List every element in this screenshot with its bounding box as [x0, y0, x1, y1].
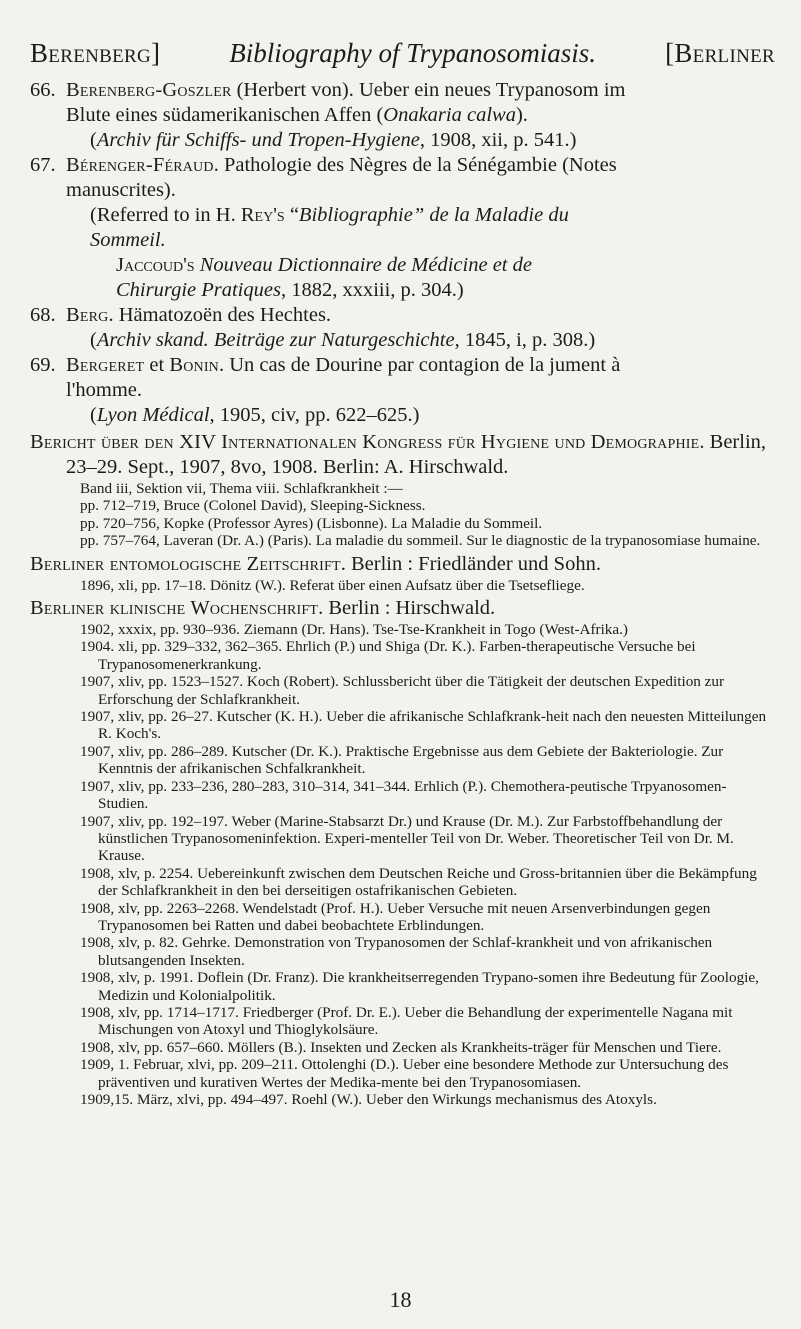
- list-item: 1902, xxxix, pp. 930–936. Ziemann (Dr. Hans). Tse-Tse-Krankheit in Togo (West-Afrika.): [80, 621, 628, 639]
- ref-open: (: [90, 129, 97, 151]
- running-head-left: Berenberg]: [30, 38, 161, 68]
- ref-details: , 1905, civ, pp. 622–625.): [209, 404, 420, 426]
- entry-title-cont: Blute eines südamerikanischen Affen (: [66, 104, 384, 126]
- entry-title: . Hämatozoën des Hechtes.: [108, 304, 332, 326]
- entry-author: Bérenger-Féraud: [66, 154, 214, 176]
- list-item: 1908, xlv, p. 2254. Uebereinkunft zwischen dem Deutschen Reiche und Gross-britannien über die Bekämpfung der Schlafkrankheit in den bei derseitigen ostafrikanischen Gebieten.: [80, 864, 757, 900]
- heading-title: Bericht über den XIV Internationalen Kongress für Hygiene und: [30, 431, 586, 453]
- heading-publication: . Berlin : Friedländer und Sohn.: [340, 552, 601, 575]
- journal-title: Archiv für Schiffs- und Tropen-Hygiene: [96, 129, 420, 151]
- ref-quote: “: [284, 204, 299, 226]
- klinische-list: [66, 621, 775, 1108]
- list-item: 1907, xliv, pp. 286–289. Kutscher (Dr. K.). Praktische Ergebnisse aus dem Gebiete der Bakteriologie. Zur Kenntnis der afrikanischen Schfalkrankheit.: [80, 742, 724, 778]
- entry-68: [30, 303, 775, 353]
- entry-title: . Pathologie des Nègres de la Sénégambie (Notes: [213, 154, 617, 176]
- entry-number: 68.: [30, 304, 56, 326]
- entry-number: 67.: [30, 154, 56, 176]
- entry-title-cont: manuscrites).: [66, 179, 176, 201]
- entry-reference: [66, 203, 775, 303]
- entry-title: (Herbert von). Ueber ein neues Trypanosom im: [231, 79, 626, 101]
- running-head-title: Bibliography of Trypanosomiasis.: [229, 38, 597, 68]
- entry-author: Bergeret: [66, 354, 145, 376]
- ref-title-cont: ” de la Maladie du: [412, 204, 569, 226]
- list-item: 1907, xliv, pp. 26–27. Kutscher (K. H.). Ueber die afrikanische Schlafkrank-heit nach den neuesten Mitteilungen R. Koch's.: [80, 708, 767, 743]
- list-item: 1907, xliv, pp. 192–197. Weber (Marine-Stabsarzt Dr.) und Krause (Dr. M.). Zur Farbstoffbehandlung der künstlichen Trypanosomeninfektion. Experi-menteller Teil von Dr. Weber. Theoretischer Teil von Dr. M. Krause.: [80, 812, 734, 865]
- running-head-right: [Berliner: [665, 38, 775, 68]
- heading-title: Berliner klinische Wochenschrift: [30, 597, 319, 620]
- list-item: 1908, xlv, pp. 2263–2268. Wendelstadt (Prof. H.). Ueber Versuche mit neuen Arsenverbindungen gegen Trypanosomen bei Ratten und dabei beobachtete Erblindungen.: [80, 899, 711, 934]
- ref-details: , 1882, xxxiii, p. 304.): [280, 279, 464, 301]
- ref-author: Jaccoud's: [116, 254, 195, 276]
- list-item: 1909, 1. Februar, xlvi, pp. 209–211. Ottolenghi (D.). Ueber eine besondere Methode zur Untersuchung des präventiven und kurativen Wertes der Medika-mente bei den Trypanosomiasen.: [80, 1056, 729, 1091]
- list-item: 1907, xliv, pp. 233–236, 280–283, 310–314, 341–344. Erhlich (P.). Chemothera-peutische Trpyanosomen-Studien.: [80, 777, 727, 813]
- entry-67: [30, 153, 775, 303]
- entry-reference: [66, 403, 775, 428]
- journal-title: Archiv skand. Beiträge zur Naturgeschichte: [96, 329, 455, 351]
- ref-author: Rey's: [240, 204, 285, 226]
- entry-reference: [66, 328, 775, 353]
- ref-title: Bibliographie: [298, 204, 413, 226]
- list-item: 1908, xlv, p. 1991. Doflein (Dr. Franz). Die krankheitserregenden Trypano-somen ihre Bedeutung für Zoologie, Medizin und Kolonialpolitik.: [80, 969, 759, 1004]
- ref-title-end: Sommeil.: [90, 229, 166, 251]
- list-item: pp. 757–764, Laveran (Dr. A.) (Paris). La maladie du sommeil. Sur le diagnostic de la trypanosomiase humaine.: [80, 532, 761, 550]
- entry-number: 66.: [30, 79, 56, 101]
- ref-open: (: [90, 404, 97, 426]
- journal-title: Lyon Médical: [96, 404, 210, 426]
- species-name: Onakaria calwa: [383, 104, 516, 126]
- entry-title: . Un cas de Dourine par contagion de la jument à: [219, 354, 621, 376]
- ref-details: , 1845, i, p. 308.): [454, 329, 596, 351]
- entry-conj: et: [144, 354, 170, 376]
- ref-text: (Referred to in H.: [90, 204, 241, 226]
- heading-bericht: [30, 430, 775, 480]
- heading-entomologische: [30, 552, 775, 577]
- list-item: 1908, xlv, pp. 1714–1717. Friedberger (Prof. Dr. E.). Ueber die Behandlung der experimentelle Nagana mit Mischungen von Atoxyl und Thioglykolsäure.: [80, 1003, 733, 1039]
- entry-number: 69.: [30, 354, 56, 376]
- ref-details: , 1908, xii, p. 541.): [419, 129, 577, 151]
- heading-publication: . Berlin, 23–29. Sept., 1907, 8vo, 1908. Berlin: A. Hirschwald.: [66, 431, 767, 478]
- heading-publication: . Berlin : Hirschwald.: [318, 597, 496, 620]
- list-item: Band iii, Sektion vii, Thema viii. Schlafkrankheit :—: [80, 480, 403, 497]
- entry-reference: [66, 128, 775, 153]
- list-item: 1896, xli, pp. 17–18. Dönitz (W.). Referat über einen Aufsatz über die Tsetsefliege.: [80, 576, 585, 594]
- entry-66: [30, 78, 775, 153]
- list-item: 1908, xlv, pp. 657–660. Möllers (B.). Insekten und Zecken als Krankheits-träger für Menschen und Tiere.: [80, 1038, 722, 1056]
- list-item: 1908, xlv, p. 82. Gehrke. Demonstration von Trypanosomen der Schlaf-krankheit und von afrikanischen blutsangenden Insekten.: [80, 934, 713, 969]
- heading-title: Berliner entomologische Zeitschrift: [30, 552, 341, 575]
- list-item: 1907, xliv, pp. 1523–1527. Koch (Robert). Schlussbericht über die Tätigkeit der deutschen Expedition zur Erforschung der Schlafkrankheit.: [80, 673, 725, 708]
- running-head: [30, 38, 775, 68]
- entry-author-2: Bonin: [169, 354, 219, 376]
- heading-klinische: [30, 596, 775, 621]
- entry-title-end: ).: [515, 104, 528, 126]
- entry-author: Berenberg-Goszler: [66, 79, 232, 101]
- entry-69: [30, 353, 775, 428]
- page-number: 18: [389, 1287, 412, 1312]
- list-item: pp. 720–756, Kopke (Professor Ayres) (Lisbonne). La Maladie du Sommeil.: [80, 514, 543, 532]
- ref-title: Nouveau Dictionnaire de Médicine et de: [199, 254, 532, 276]
- bericht-list: [66, 480, 775, 550]
- entry-title-cont: l'homme.: [66, 379, 143, 401]
- ref-title-cont: Chirurgie Pratiques: [116, 279, 281, 301]
- list-item: 1909,15. März, xlvi, pp. 494–497. Roehl (W.). Ueber den Wirkungs mechanismus des Atoxyls.: [80, 1091, 657, 1108]
- entry-author: Berg: [66, 304, 109, 326]
- list-item: pp. 712–719, Bruce (Colonel David), Sleeping-Sickness.: [80, 497, 426, 515]
- heading-title-cont: Demographie: [590, 431, 700, 453]
- ref-open: (: [90, 329, 97, 351]
- entomologische-list: [66, 577, 775, 594]
- list-item: 1904. xli, pp. 329–332, 362–365. Ehrlich (P.) und Shiga (Dr. K.). Farben-therapeutische Versuche bei Trypanosomenerkrankung.: [80, 638, 696, 673]
